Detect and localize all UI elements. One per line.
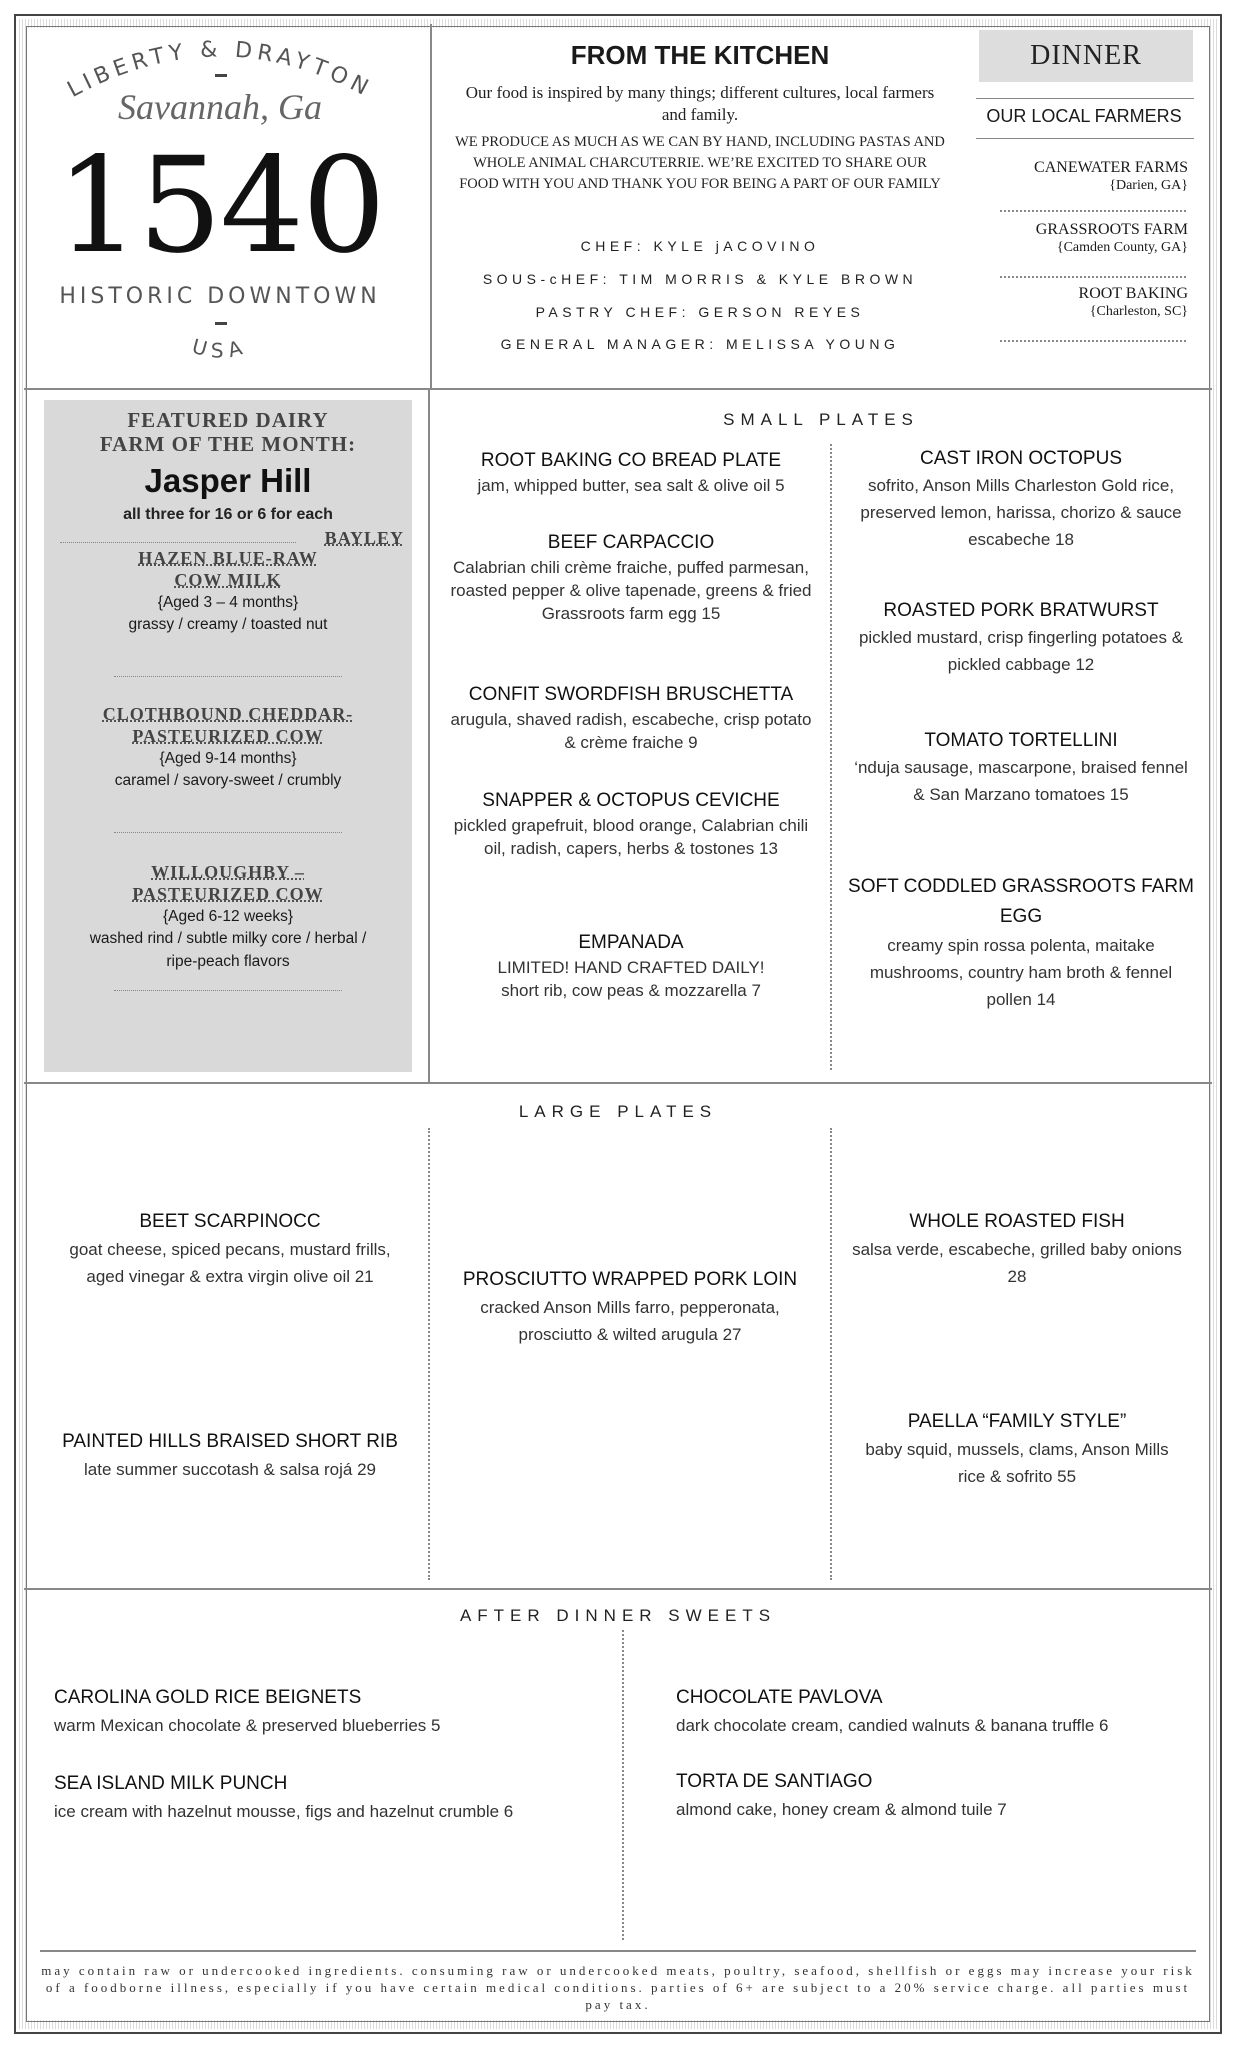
staff-sous-chef: SOUS-cHEF: TIM MORRIS & KYLE BROWN bbox=[482, 271, 918, 287]
dish-name: PAINTED HILLS BRAISED SHORT RIB bbox=[62, 1431, 398, 1452]
farmer-location: {Darien, GA} bbox=[1109, 178, 1188, 193]
menu-item bbox=[852, 1408, 1182, 1490]
small-plates-label: SMALL PLATES bbox=[723, 410, 919, 429]
cheese-name: PASTEURIZED COW bbox=[132, 884, 324, 904]
divider bbox=[428, 388, 430, 1082]
menu-item bbox=[448, 930, 814, 1002]
cheese-name: HAZEN BLUE-RAW bbox=[138, 548, 318, 568]
cheese-name: COW MILK bbox=[174, 570, 282, 590]
dish-description: LIMITED! HAND CRAFTED DAILY! short rib, cow peas & mozzarella 7 bbox=[497, 958, 765, 1000]
dish-name: PAELLA “FAMILY STYLE” bbox=[907, 1411, 1127, 1432]
divider bbox=[976, 138, 1194, 139]
kitchen-body: WE PRODUCE AS MUCH AS WE CAN BY HAND, INCLUDING PASTAS AND WHOLE ANIMAL CHARCUTERRIE. WE’RE EXCITED TO SHARE OUR FOOD WITH YOU AND THANK YOU FOR BEING A PART OF OUR FAMILY bbox=[455, 134, 945, 192]
cheese-notes: caramel / savory-sweet / crumbly bbox=[114, 772, 342, 789]
menu-item bbox=[448, 682, 814, 754]
dish-name: SNAPPER & OCTOPUS CEVICHE bbox=[482, 790, 780, 811]
dish-name: CHOCOLATE PAVLOVA bbox=[676, 1687, 883, 1708]
menu-item bbox=[848, 728, 1194, 808]
dotted-separator bbox=[114, 990, 342, 991]
cheese-age: {Aged 6-12 weeks} bbox=[162, 908, 294, 925]
menu-item bbox=[448, 788, 814, 860]
dish-name: ROOT BAKING CO BREAD PLATE bbox=[480, 450, 782, 471]
dish-description: creamy spin rossa polenta, maitake mushrooms, country ham broth & fennel pollen 14 bbox=[869, 936, 1173, 1009]
menu-item bbox=[54, 1770, 614, 1825]
logo-dash bbox=[215, 322, 227, 325]
farmers-title: OUR LOCAL FARMERS bbox=[986, 106, 1182, 126]
dairy-farm-name: Jasper Hill bbox=[144, 462, 312, 499]
divider bbox=[428, 1128, 430, 1580]
logo-bottom-arc bbox=[40, 330, 400, 380]
dish-description: salsa verde, escabeche, grilled baby onions 28 bbox=[852, 1240, 1182, 1286]
farmer-name: ROOT BAKING bbox=[1078, 285, 1188, 302]
dish-name: CAROLINA GOLD RICE BEIGNETS bbox=[54, 1687, 362, 1708]
divider bbox=[976, 98, 1194, 99]
farmer-location: {Charleston, SC} bbox=[1089, 304, 1188, 319]
dish-name: CAST IRON OCTOPUS bbox=[920, 448, 1122, 469]
menu-item bbox=[852, 1208, 1182, 1290]
cheese-age: {Aged 9-14 months} bbox=[159, 750, 297, 767]
dish-description: goat cheese, spiced pecans, mustard frills, aged vinegar & extra virgin olive oil 21 bbox=[69, 1240, 391, 1286]
logo-dash bbox=[215, 74, 227, 77]
farmer-name: GRASSROOTS FARM bbox=[1035, 221, 1188, 238]
dish-name: EMPANADA bbox=[578, 932, 684, 953]
farmer-location: {Camden County, GA} bbox=[1056, 240, 1188, 255]
cheese-notes: washed rind / subtle milky core / herbal / bbox=[89, 930, 367, 947]
dish-name: TORTA DE SANTIAGO bbox=[676, 1771, 873, 1792]
dish-description: sofrito, Anson Mills Charleston Gold rice, preserved lemon, harissa, chorizo & sauce escabeche 18 bbox=[860, 476, 1182, 549]
footer-disclaimer: may contain raw or undercooked ingredients. consuming raw or undercooked meats, poultry, seafood, shellfish or eggs may increase your risk of a foodborne illness, especially if you have certain medical conditions. parties of 6+ are subject to a 20% service charge. all parties must pay tax. bbox=[41, 1963, 1195, 2012]
menu-item bbox=[848, 872, 1194, 1013]
sweets-label: AFTER DINNER SWEETS bbox=[459, 1606, 777, 1625]
menu-item bbox=[676, 1684, 1196, 1739]
logo-number: 1540 bbox=[56, 129, 384, 283]
featured-dairy-panel bbox=[44, 400, 412, 1072]
dish-description: baby squid, mussels, clams, Anson Mills rice & sofrito 55 bbox=[865, 1440, 1169, 1486]
kitchen-title: FROM THE KITCHEN bbox=[570, 40, 830, 70]
dish-description: pickled mustard, crisp fingerling potatoes & pickled cabbage 12 bbox=[858, 628, 1184, 674]
large-plates-label: LARGE PLATES bbox=[518, 1102, 718, 1121]
dish-description: almond cake, honey cream & almond tuile 7 bbox=[676, 1800, 1007, 1819]
cheese-name: CLOTHBOUND CHEDDAR- bbox=[102, 704, 354, 724]
divider bbox=[830, 1128, 832, 1580]
menu-item bbox=[54, 1684, 614, 1739]
farmer-name: CANEWATER FARMS bbox=[1034, 159, 1188, 176]
divider bbox=[24, 388, 1212, 390]
divider bbox=[830, 444, 832, 1070]
cheese-name: BAYLEY bbox=[324, 528, 404, 548]
svg-text:USA: USA bbox=[189, 333, 251, 363]
divider bbox=[24, 1588, 1212, 1590]
menu-item bbox=[848, 446, 1194, 553]
dish-description: warm Mexican chocolate & preserved blueberries 5 bbox=[54, 1716, 441, 1735]
dinner-label: DINNER bbox=[979, 30, 1193, 82]
dotted-separator bbox=[114, 676, 342, 677]
dish-name: TOMATO TORTELLINI bbox=[924, 730, 1118, 751]
dish-description: pickled grapefruit, blood orange, Calabrian chili oil, radish, capers, herbs & tostones 13 bbox=[453, 816, 809, 858]
dish-name: PROSCIUTTO WRAPPED PORK LOIN bbox=[462, 1269, 798, 1290]
dish-name: BEEF CARPACCIO bbox=[547, 532, 715, 553]
svg-text:LIBERTY & DRAYTON: LIBERTY & DRAYTON bbox=[63, 37, 377, 103]
menu-item bbox=[848, 598, 1194, 678]
dotted-separator bbox=[1000, 210, 1186, 212]
dish-name: WHOLE ROASTED FISH bbox=[909, 1211, 1125, 1232]
divider bbox=[622, 1630, 624, 1940]
staff-chef: CHEF: KYLE jACOVINO bbox=[580, 238, 820, 254]
dairy-heading: FARM OF THE MONTH: bbox=[99, 432, 357, 456]
dotted-separator bbox=[114, 832, 342, 833]
dish-description: cracked Anson Mills farro, pepperonata, prosciutto & wilted arugula 27 bbox=[480, 1298, 780, 1344]
divider bbox=[24, 1082, 1212, 1084]
dish-name: CONFIT SWORDFISH BRUSCHETTA bbox=[468, 684, 794, 705]
dotted-separator bbox=[1000, 276, 1186, 278]
cheese-age: {Aged 3 – 4 months} bbox=[157, 594, 299, 611]
dish-description: ice cream with hazelnut mousse, figs and hazelnut crumble 6 bbox=[54, 1802, 514, 1821]
dotted-separator bbox=[60, 542, 296, 543]
dish-name: SOFT CODDLED GRASSROOTS FARM EGG bbox=[848, 876, 1194, 927]
logo-city: Savannah, Ga bbox=[118, 87, 322, 127]
menu-item bbox=[676, 1768, 1196, 1823]
menu-item bbox=[50, 1428, 410, 1483]
menu-item bbox=[50, 1208, 410, 1290]
cheese-name: WILLOUGHBY – bbox=[151, 862, 305, 882]
divider bbox=[430, 24, 432, 388]
dish-description: jam, whipped butter, sea salt & olive oil 5 bbox=[477, 476, 785, 495]
logo-district: HISTORIC DOWNTOWN bbox=[59, 284, 381, 309]
dish-description: late summer succotash & salsa rojá 29 bbox=[84, 1460, 376, 1479]
dish-name: BEET SCARPINOCC bbox=[139, 1211, 321, 1232]
dish-description: arugula, shaved radish, escabeche, crisp potato & crème fraiche 9 bbox=[450, 710, 812, 752]
dish-description: dark chocolate cream, candied walnuts & banana truffle 6 bbox=[676, 1716, 1109, 1735]
dotted-separator bbox=[1000, 340, 1186, 342]
cheese-name: PASTEURIZED COW bbox=[132, 726, 324, 746]
dish-name: ROASTED PORK BRATWURST bbox=[883, 600, 1159, 621]
divider bbox=[40, 1950, 1196, 1952]
dairy-price-note: all three for 16 or 6 for each bbox=[123, 506, 333, 523]
menu-item bbox=[448, 448, 814, 497]
dish-name: SEA ISLAND MILK PUNCH bbox=[54, 1773, 288, 1794]
cheese-notes: ripe-peach flavors bbox=[166, 953, 290, 970]
menu-item bbox=[448, 530, 814, 625]
dish-description: ‘nduja sausage, mascarpone, braised fennel & San Marzano tomatoes 15 bbox=[854, 758, 1188, 804]
staff-general-manager: GENERAL MANAGER: MELISSA YOUNG bbox=[500, 336, 900, 352]
dish-description: Calabrian chili crème fraiche, puffed parmesan, roasted pepper & olive tapenade, greens & fried Grassroots farm egg 15 bbox=[450, 558, 812, 623]
cheese-notes: grassy / creamy / toasted nut bbox=[128, 616, 328, 633]
dairy-heading: FEATURED DAIRY bbox=[127, 408, 329, 432]
kitchen-intro: Our food is inspired by many things; different cultures, local farmers and family. bbox=[465, 83, 935, 124]
staff-pastry-chef: PASTRY CHEF: GERSON REYES bbox=[535, 304, 865, 320]
menu-item bbox=[450, 1266, 810, 1348]
